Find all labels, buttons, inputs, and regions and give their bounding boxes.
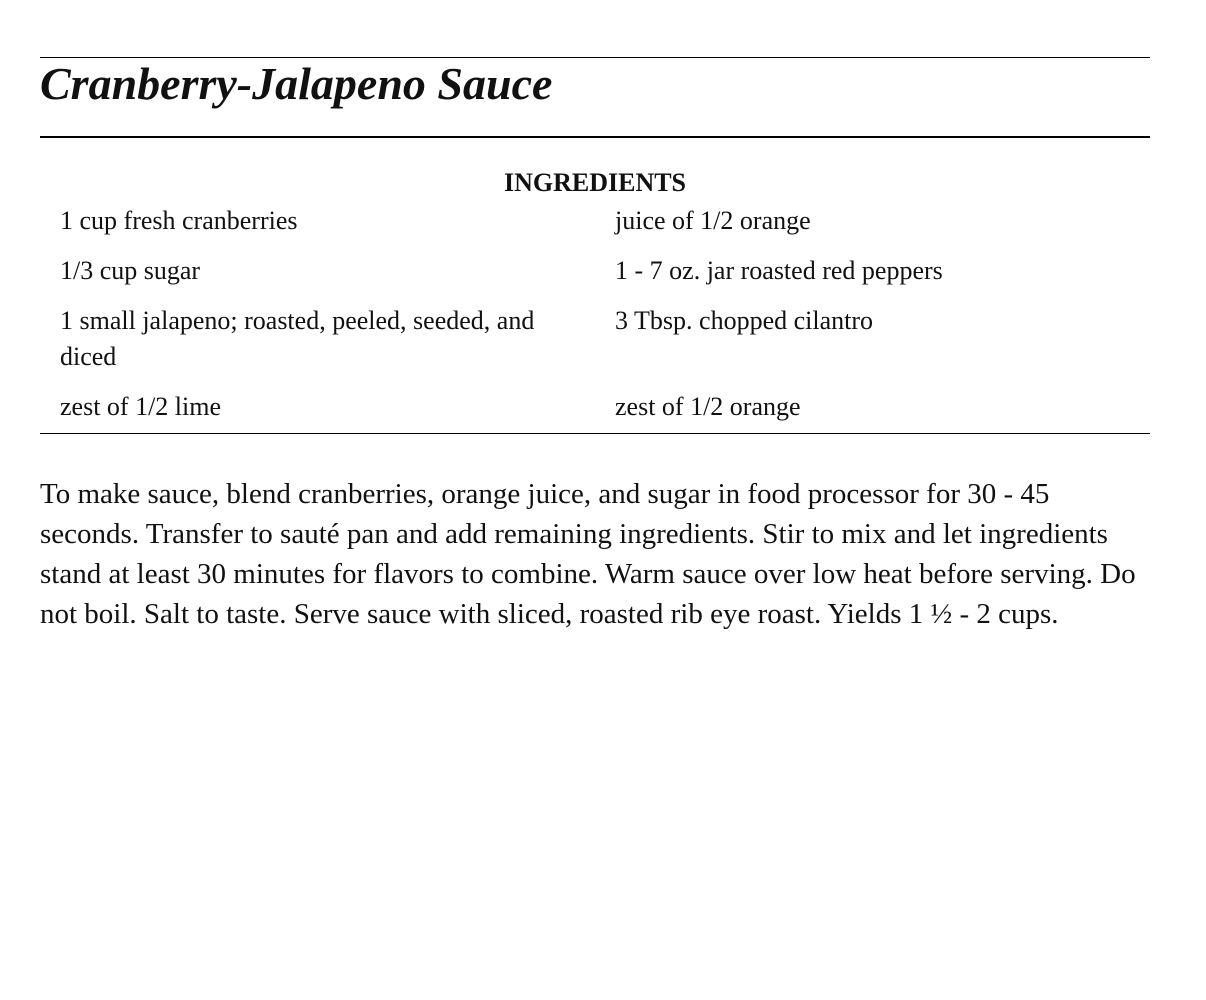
title-rule [40, 136, 1150, 138]
ingredient-item: 1 cup fresh cranberries [60, 206, 298, 235]
ingredient-item: 1 small jalapeno; roasted, peeled, seeded, and diced [60, 306, 535, 371]
ingredient-item: juice of 1/2 orange [615, 206, 811, 235]
ingredients-list [40, 203, 1150, 439]
ingredient-item: 1/3 cup sugar [60, 256, 201, 285]
instructions-text: To make sauce, blend cranberries, orange juice, and sugar in food processor for 30 - 45 seconds. Transfer to sauté pan and add remaining ingredients. Stir to mix and let ingredients stand at least 30 minutes for flavors to combine. Warm sauce over low heat before serving. Do not boil. Salt to taste. Serve sauce with sliced, roasted rib eye roast. Yields 1 ½ - 2 cups. [40, 478, 1136, 630]
recipe-page [40, 57, 1150, 663]
ingredient-item: zest of 1/2 orange [615, 392, 801, 421]
recipe-title: Cranberry-Jalapeno Sauce [40, 58, 553, 109]
ingredient-item: 3 Tbsp. chopped cilantro [615, 306, 874, 335]
ingredients-heading: INGREDIENTS [503, 168, 687, 197]
ingredient-item: 1 - 7 oz. jar roasted red peppers [615, 256, 943, 285]
ingredient-item: zest of 1/2 lime [60, 392, 222, 421]
